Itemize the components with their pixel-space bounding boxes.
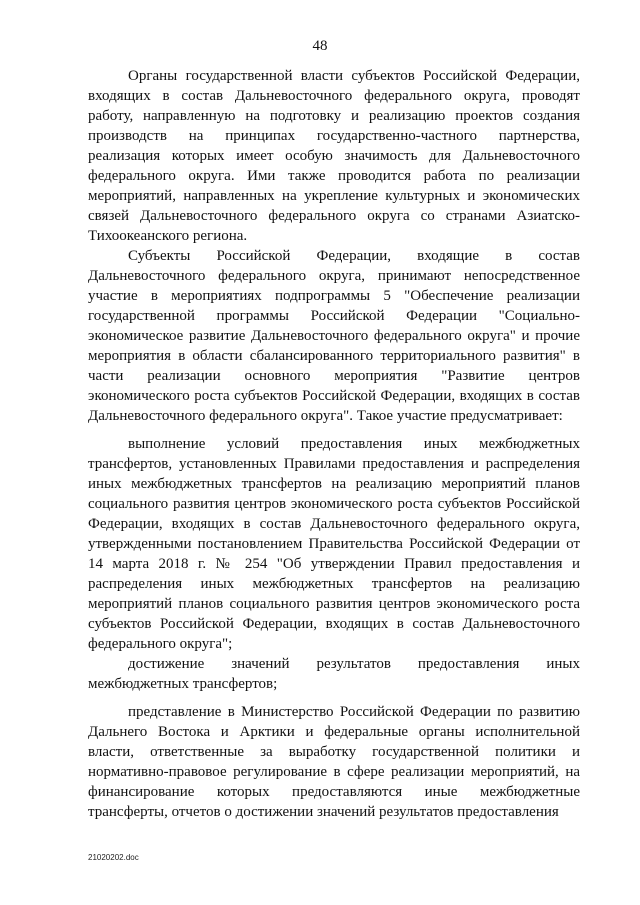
document-body	[88, 66, 580, 822]
paragraph-results-achievement: достижение значений результатов предоставления иных межбюджетных трансфертов;	[88, 656, 580, 692]
page-number: 48	[312, 38, 328, 54]
paragraph-transfer-conditions: выполнение условий предоставления иных межбюджетных трансфертов, установленных Правилами предоставления и распределения иных межбюджетных трансфертов на реализацию мероприятий планов социального развития центров экономического роста субъектов Российской Федерации, входящих в состав Дальневосточного федерального округа, утвержденными постановлением Правительства Российской Федерации от 14 марта 2018 г. № 254 "Об утверждении Правил предоставления и распределения иных межбюджетных трансфертов на реализацию мероприятий планов социального развития центров экономического роста субъектов Российской Федерации, входящих в состав Дальневосточного федерального округа";	[88, 436, 580, 652]
paragraph-reports-submission: представление в Министерство Российской Федерации по развитию Дальнего Востока и Арктики и федеральные органы исполнительной власти, ответственные за выработку государственной политики и нормативно-правовое регулирование в сфере реализации мероприятий, на финансирование которых предоставляются иные межбюджетные трансферты, отчетов о достижении значений результатов предоставления	[88, 704, 580, 820]
paragraph-regional-authorities: Органы государственной власти субъектов Российской Федерации, входящих в состав Дальневосточного федерального округа, проводят работу, направленную на подготовку и реализацию проектов создания производств на принципах государственно-частного партнерства, реализация которых имеет особую значимость для Дальневосточного федерального округа. Ими также проводится работа по реализации мероприятий, направленных на укрепление культурных и экономических связей Дальневосточного федерального округа со странами Азиатско-Тихоокеанского региона.	[88, 68, 580, 244]
paragraph-subjects-participation: Субъекты Российской Федерации, входящие в состав Дальневосточного федерального округа, принимают непосредственное участие в мероприятиях подпрограммы 5 "Обеспечение реализации государственной программы Российской Федерации "Социально-экономическое развитие Дальневосточного федерального округа" и прочие мероприятия в области сбалансированного территориального развития" в части реализации основного мероприятия "Развитие центров экономического роста субъектов Российской Федерации, входящих в состав Дальневосточного федерального округа". Такое участие предусматривает:	[88, 248, 580, 424]
footer-document-code: 21020202.doc	[88, 853, 139, 862]
